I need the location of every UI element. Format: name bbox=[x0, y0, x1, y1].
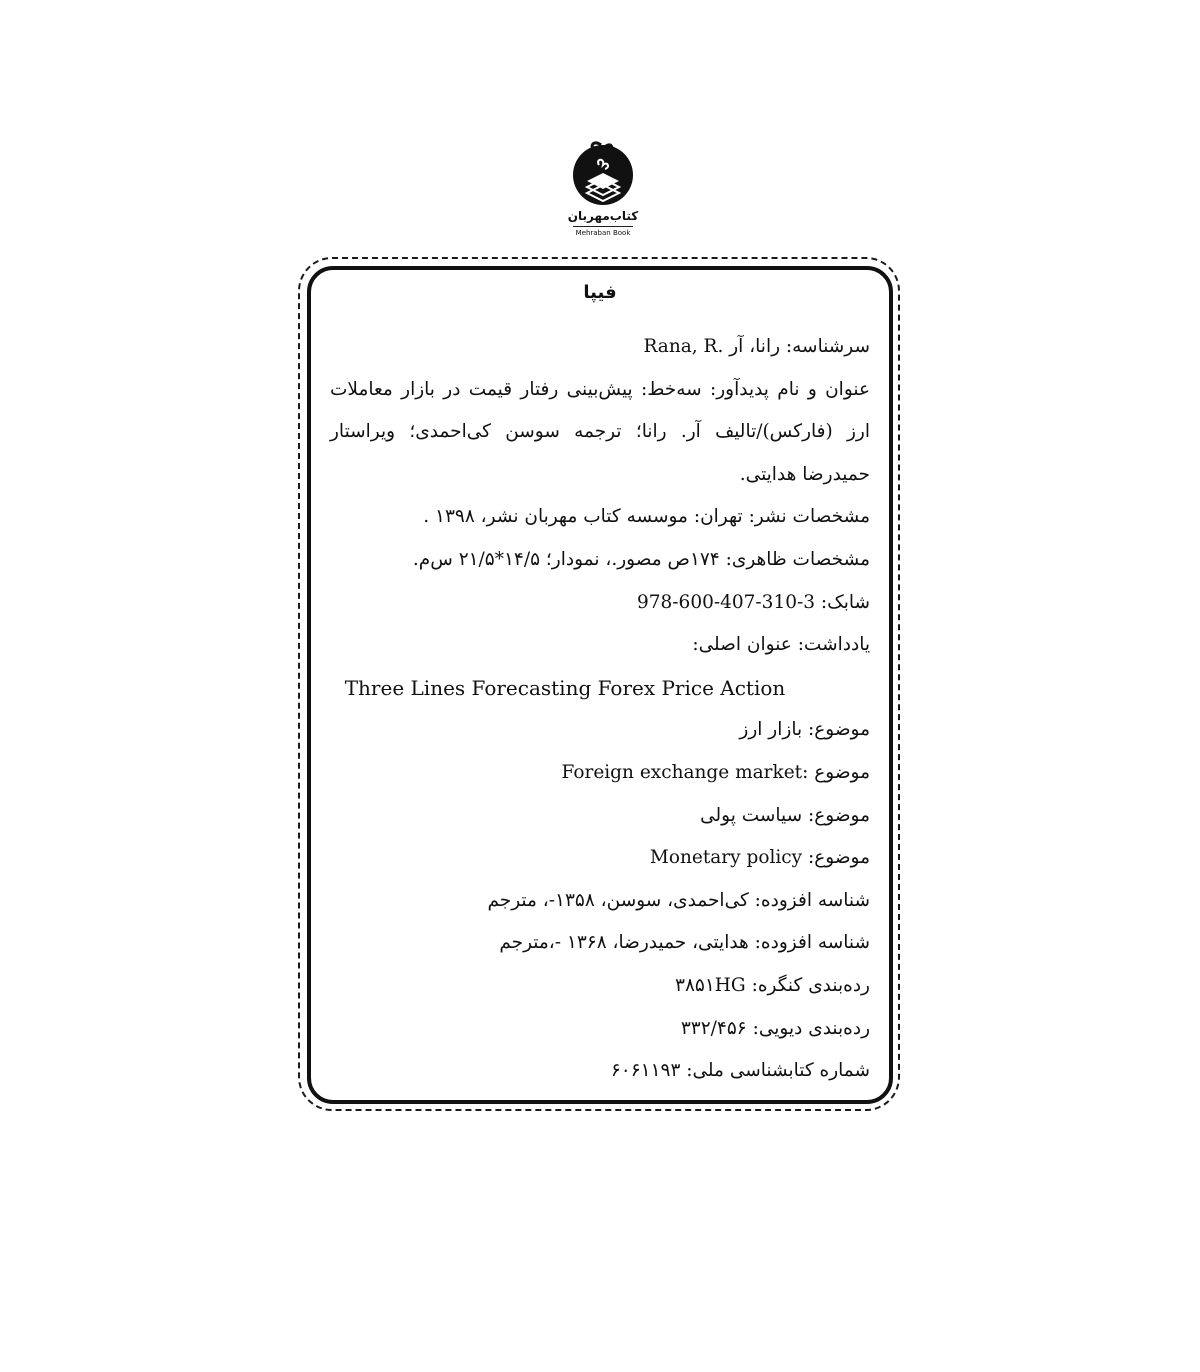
title-statement: عنوان و نام پدیدآور: سه‌خط: پیش‌بینی رفتار قیمت در بازار معاملات ارز (فارکس)/تالیف آر. رانا؛ ترجمه سوسن کی‌احمدی؛ ویراستار حمیدرضا هدایتی. bbox=[330, 378, 870, 485]
isbn-label: شابک: bbox=[820, 591, 870, 613]
added-entry-2: شناسه افزوده: هدایتی، حمیدرضا، ۱۳۶۸ -،مترجم bbox=[499, 932, 870, 954]
fipa-heading: فیپا bbox=[583, 282, 617, 303]
logo-name-en: Mehraban Book bbox=[575, 229, 631, 237]
added-entry-1: شناسه افزوده: کی‌احمدی، سوسن، ۱۳۵۸-، مترجم bbox=[487, 889, 870, 911]
subject-4: موضوع: Monetary policy bbox=[649, 847, 870, 869]
isbn-value: 978-600-407-310-3 bbox=[637, 591, 816, 613]
original-title: Three Lines Forecasting Forex Price Action bbox=[344, 675, 786, 700]
physical-description: مشخصات ظاهری: ۱۷۴ص مصور.، نمودار؛ ۱۴/۵*۲۱/۵ س‌م. bbox=[412, 548, 870, 570]
subject-1: موضوع: بازار ارز bbox=[739, 719, 870, 741]
main-entry: سرشناسه: رانا، آر .Rana, R bbox=[643, 336, 870, 357]
lc-classification: رده‌بندی کنگره: ۳۸۵۱HG bbox=[675, 974, 870, 996]
publication-info: مشخصات نشر: تهران: موسسه کتاب مهربان نشر، ۱۳۹۸ . bbox=[423, 506, 870, 528]
national-bibliography-number: شماره کتابشناسی ملی: ۶۰۶۱۱۹۳ bbox=[610, 1060, 870, 1082]
cataloging-record bbox=[330, 326, 870, 1093]
book-stack-icon bbox=[571, 135, 635, 207]
logo-divider bbox=[573, 226, 633, 227]
logo-name-fa: کتاب‌مهربان bbox=[567, 209, 639, 223]
isbn-line bbox=[330, 582, 870, 625]
subject-3: موضوع: سیاست پولی bbox=[700, 804, 870, 826]
publisher-logo bbox=[563, 135, 643, 255]
note-line: یادداشت: عنوان اصلی: bbox=[692, 634, 870, 656]
dewey-classification: رده‌بندی دیویی: ۳۳۲/۴۵۶ bbox=[680, 1017, 870, 1039]
subject-2: موضوع :Foreign exchange market bbox=[561, 761, 870, 783]
